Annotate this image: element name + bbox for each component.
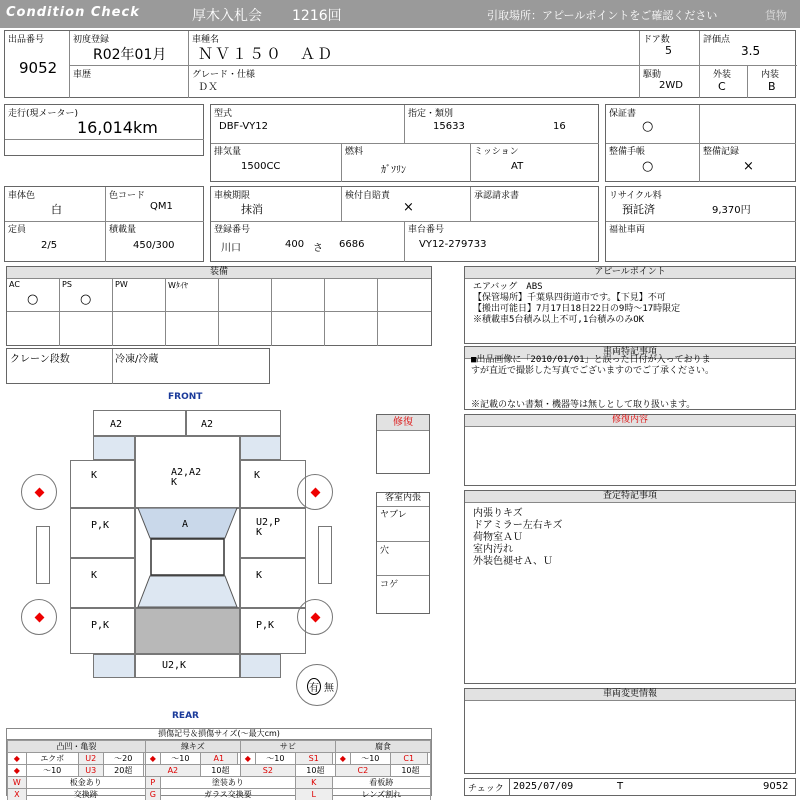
equip-ac-label: AC — [9, 280, 20, 289]
cabin-burn: コゲ — [380, 580, 399, 590]
designation-label: 指定・類別 — [408, 109, 454, 119]
legend-table: 凸凹・亀裂 線キズ サビ 腐食 ◆ エクボ U2 ～20 ◆ ～10 A1 ◆ ～10 S1 ◆ ～10 C1 ◆ ～10 U3 20超 A2 10超 S2 10超 C2 10超 W 板金あり P 塗装あり K 看板跡 X 交換跡 G ガラス交換要 L レンズ割れ — [7, 740, 431, 800]
mark-l1: K — [91, 470, 98, 481]
exterior: C — [718, 80, 726, 93]
code-w: W — [8, 777, 27, 789]
code-l: L — [295, 789, 332, 800]
legend-scratch-a: ～10 — [160, 753, 200, 765]
legend-group-dent: 凸凹・亀裂 — [8, 741, 146, 753]
legend-rust-c: 10超 — [295, 765, 335, 777]
auto-inspect: × — [403, 200, 414, 215]
session: 1216回 — [292, 8, 342, 24]
code-x: X — [8, 789, 27, 800]
lot-number: 9052 — [19, 59, 58, 77]
model-name: ＮＶ１５０ ＡＤ — [198, 45, 335, 63]
model-label: 車種名 — [192, 35, 220, 45]
inspector-line-5: 外装色褪せＡ、Ｕ — [473, 556, 553, 567]
appeal-box — [464, 266, 796, 344]
cabin-tear: ヤブレ — [380, 510, 407, 520]
mileage: 16,014km — [77, 118, 158, 137]
chassis: VY12-279733 — [419, 239, 487, 250]
plate-number: 6686 — [339, 239, 365, 250]
inspection-label: 車検期限 — [214, 191, 251, 201]
mark-front-left: A2 — [110, 419, 123, 430]
inspection: 抹消 — [241, 203, 263, 216]
legend-scratch-c: 10超 — [200, 765, 240, 777]
approval-label: 承認請求書 — [474, 191, 520, 201]
recycle-label: リサイクル料 — [609, 191, 662, 201]
spare-no: 無 — [324, 683, 334, 694]
rear-light-right — [240, 654, 281, 678]
spare-yes: 有 — [307, 678, 321, 695]
appeal-line-1: エアバッグ ABS — [473, 282, 543, 292]
type: DBF-VY12 — [219, 121, 269, 132]
category: 貨物 — [765, 9, 787, 22]
inspector-box — [464, 490, 796, 684]
code-l-desc: レンズ割れ — [332, 789, 430, 800]
check-label: チェック — [468, 784, 504, 794]
legend-dent-b: U2 — [78, 753, 103, 765]
inspector-line-1: 内張りキズ — [473, 508, 523, 519]
mark-rear: U2,K — [162, 660, 187, 671]
recycle-box — [605, 186, 796, 262]
inspector-title: 査定特記事項 — [465, 491, 795, 503]
legend-group-corrosion: 腐食 — [335, 741, 430, 753]
plate-area: 川口 — [221, 243, 241, 254]
wheel-rear-left — [21, 599, 57, 635]
equipment-title: 装備 — [7, 267, 431, 279]
mark-front-right: A2 — [201, 419, 214, 430]
panel-l3 — [70, 558, 135, 608]
panel-l1 — [70, 460, 135, 508]
pickup-note: 引取場所：アピールポイントをご確認ください — [487, 9, 718, 22]
warranty-label: 保証書 — [609, 109, 637, 119]
auto-inspect-label: 検付自賠責 — [345, 191, 391, 201]
legend-dent-f: 20超 — [103, 765, 143, 777]
code-p-desc: 塗装あり — [160, 777, 295, 789]
plate-kana: さ — [313, 243, 323, 254]
code-p: P — [145, 777, 160, 789]
repair-content-box — [464, 414, 796, 486]
panel-roof-rear — [135, 608, 240, 654]
special-line-1: ■出品画像に「2010/01/01」と誤った日付が入っておりま — [471, 355, 711, 365]
manual-label: 整備手帳 — [609, 147, 646, 157]
legend-dent-a: エクボ — [26, 753, 78, 765]
damage-legend — [6, 728, 432, 799]
mark-l2: P,K — [91, 520, 110, 531]
inspection-box — [210, 186, 599, 262]
appeal-line-3: 【搬出可能日】7月17日18日22日の9時～17時限定 — [473, 304, 681, 314]
equip-ps-label: PS — [62, 280, 72, 289]
legend-scratch-b: A2 — [145, 765, 200, 777]
header-bar — [0, 0, 800, 28]
code-x-desc: 交換跡 — [26, 789, 145, 800]
legend-dent-d: ～10 — [26, 765, 78, 777]
appeal-title: アピールポイント — [465, 267, 795, 279]
legend-dent-c: ～20 — [103, 753, 143, 765]
color-code-label: 色コード — [109, 191, 146, 201]
front-light-left — [93, 436, 135, 460]
fuel-label: 燃料 — [345, 147, 364, 157]
designation: 15633 — [433, 121, 465, 132]
panel-r3 — [240, 558, 306, 608]
inspector-line-4: 室内汚れ — [473, 544, 513, 555]
rear-light-left — [93, 654, 135, 678]
cabin-hole: 穴 — [380, 546, 390, 556]
grade: ＤＸ — [198, 82, 218, 93]
special-title: 車両特記事項 — [465, 347, 795, 359]
panel-r1 — [240, 460, 306, 508]
mark-l3: K — [91, 570, 98, 581]
front-light-right — [240, 436, 281, 460]
legend-rust-b: S2 — [240, 765, 295, 777]
mark-r4: P,K — [256, 620, 275, 631]
appeal-line-2: 【保管場所】千葉県四街道市です。【下見】不可 — [473, 293, 666, 303]
code-k-desc: 看板跡 — [332, 777, 430, 789]
legend-rust-a: ～10 — [255, 753, 295, 765]
mark-hood: A2,A2 K — [171, 467, 202, 488]
equip-ac: ○ — [27, 292, 39, 307]
plate-class: 400 — [285, 239, 305, 250]
legend-corr-c: 10超 — [390, 765, 430, 777]
capacity-label: 定員 — [8, 225, 27, 235]
check-row — [464, 778, 796, 796]
car-diagram — [0, 388, 376, 724]
legend-group-rust: サビ — [240, 741, 335, 753]
special-box — [464, 346, 796, 410]
inspector-line-2: ドアミラー左右キズ — [473, 520, 563, 531]
exterior-label: 外装 — [713, 70, 732, 80]
load-label: 積載量 — [109, 225, 137, 235]
code-g: G — [145, 789, 160, 800]
inspector-line-3: 荷物室ＡＵ — [473, 532, 523, 543]
wheel-rear-right — [297, 599, 333, 635]
mark-r2: U2,P K — [256, 517, 281, 538]
mark-r3: K — [256, 570, 263, 581]
legend-title: 損傷記号＆損傷サイズ(～最大cm) — [7, 729, 431, 740]
info-row1 — [4, 30, 796, 98]
check-date: 2025/07/09 — [513, 781, 574, 792]
score-label: 評価点 — [703, 35, 731, 45]
check-inspector: T — [617, 781, 624, 792]
rear-label: REAR — [172, 711, 199, 721]
special-line-2: すが直近で撮影した写真でございますのでご了承ください。 — [471, 366, 715, 376]
panel-rear — [135, 654, 240, 678]
equipment-box — [6, 266, 432, 346]
repair-label: 修復 — [377, 415, 429, 431]
chassis-label: 車台番号 — [408, 225, 445, 235]
auction-name: 厚木入札会 — [192, 8, 262, 24]
color: 白 — [51, 203, 62, 216]
mission-label: ミッション — [474, 147, 519, 157]
repair-content-title: 修復内容 — [465, 415, 795, 427]
mission: AT — [511, 161, 524, 172]
plate-label: 登録番号 — [214, 225, 251, 235]
front-label: FRONT — [168, 392, 203, 402]
crane-box — [6, 348, 270, 384]
score: 3.5 — [741, 44, 761, 58]
equip-wtire-label: Wﾀｲﾔ — [168, 281, 188, 290]
interior-label: 内装 — [761, 70, 780, 80]
wheel-front-right — [297, 474, 333, 510]
wheel-front-left — [21, 474, 57, 510]
legend-group-scratch: 線キズ — [145, 741, 240, 753]
history-label: 車歴 — [73, 70, 92, 80]
warranty-box — [605, 104, 796, 182]
first-reg: R02年01月 — [93, 47, 167, 63]
recycle-amount: 9,370円 — [712, 205, 751, 216]
mark-windshield: A — [182, 519, 189, 530]
interior: B — [768, 80, 776, 93]
fuel: ｶﾞｿﾘﾝ — [381, 165, 406, 176]
legend-corr-a: ～10 — [350, 753, 390, 765]
code-g-desc: ガラス交換要 — [160, 789, 295, 800]
equip-ps: ○ — [80, 292, 92, 307]
code-k: K — [295, 777, 332, 789]
mirror-left — [36, 526, 50, 584]
body-box — [4, 186, 204, 262]
drive-label: 駆動 — [643, 70, 662, 80]
cabin-box — [376, 492, 430, 614]
displacement: 1500CC — [241, 161, 281, 172]
code-w-desc: 板金あり — [26, 777, 145, 789]
welfare-label: 福祉車両 — [609, 225, 646, 235]
freezer-label: 冷凍/冷蔵 — [115, 354, 159, 365]
displacement-label: 排気量 — [214, 147, 242, 157]
legend-dent-e: U3 — [78, 765, 103, 777]
changes-box — [464, 688, 796, 774]
grade-label: グレード・仕様 — [192, 70, 256, 80]
legend-corr-b: C2 — [335, 765, 390, 777]
panel-front-left — [93, 410, 186, 436]
special-line-4: ※記載のない書類・機器等は無しとして取り扱います。 — [471, 400, 696, 410]
color-code: QM1 — [150, 201, 173, 212]
spec-box — [210, 104, 599, 182]
lot-label: 出品番号 — [8, 35, 45, 45]
mileage-box — [4, 104, 204, 156]
drive: 2WD — [659, 80, 683, 91]
mark-r1: K — [254, 470, 261, 481]
capacity: 2/5 — [41, 240, 58, 251]
panel-l4 — [70, 608, 135, 654]
appeal-line-4: ※積載車5台積み以上不可,1台積みのみOK — [473, 315, 645, 325]
doors: 5 — [665, 44, 672, 57]
recycle-status: 預託済 — [622, 203, 655, 216]
panel-l2 — [70, 508, 135, 558]
load: 450/300 — [133, 240, 175, 251]
cabin-title: 客室内張 — [377, 493, 429, 507]
changes-title: 車両変更情報 — [465, 689, 795, 701]
classification: 16 — [553, 121, 566, 132]
first-reg-label: 初度登録 — [73, 35, 110, 45]
logo: Condition Check — [6, 5, 140, 20]
repair-box — [376, 414, 430, 474]
warranty: ○ — [642, 119, 654, 134]
records-label: 整備記録 — [703, 147, 740, 157]
records: × — [743, 159, 754, 174]
doors-label: ドア数 — [643, 35, 670, 45]
check-lot: 9052 — [763, 781, 789, 792]
mileage-label: 走行(現メーター) — [8, 109, 79, 119]
equip-pw-label: PW — [115, 280, 128, 289]
mark-l4: P,K — [91, 620, 110, 631]
manual: ○ — [642, 159, 654, 174]
type-label: 型式 — [214, 109, 233, 119]
crane-label: クレーン段数 — [10, 354, 70, 365]
color-label: 車体色 — [8, 191, 36, 201]
mirror-right — [318, 526, 332, 584]
